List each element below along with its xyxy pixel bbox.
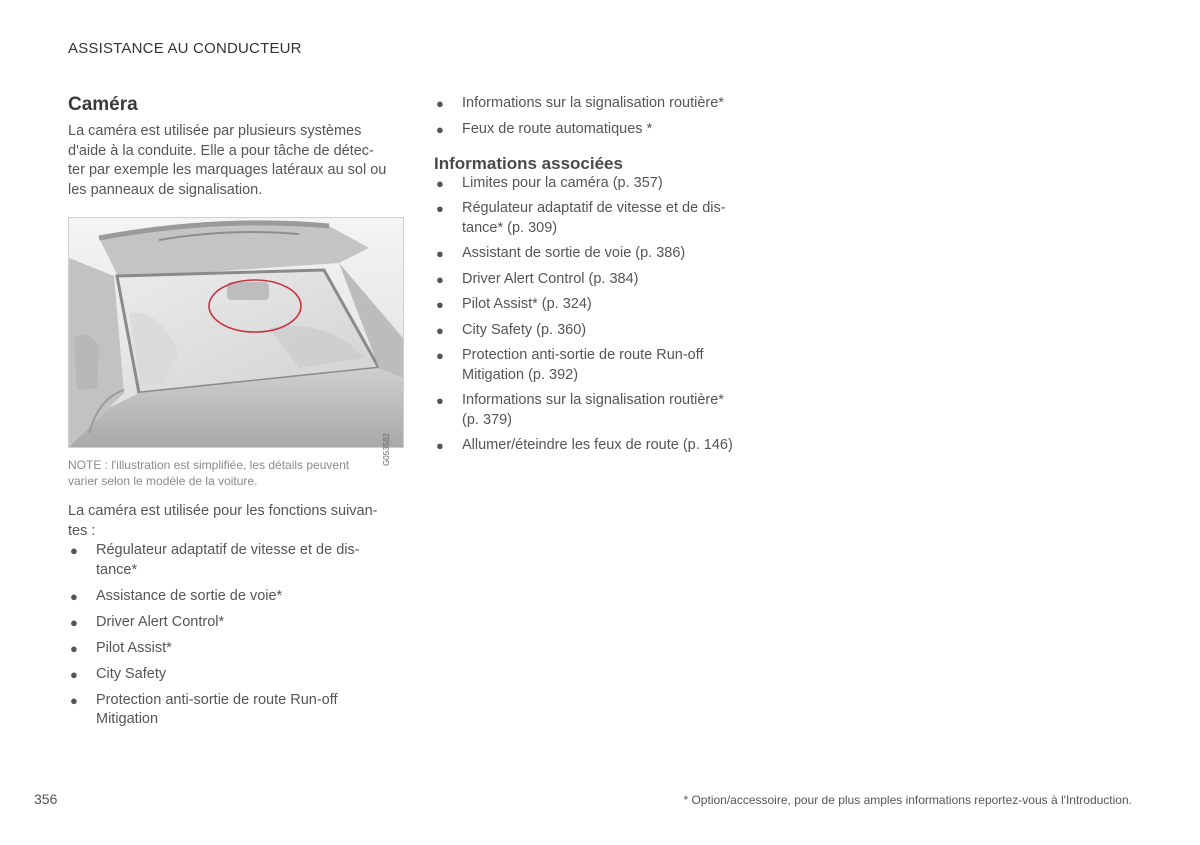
related-link[interactable]: ● Protection anti-sortie de route Run-off Mitigation (p. 392) [436,347,704,383]
related-link[interactable]: ● Allumer/éteindre les feux de route (p. 146) [434,436,764,456]
lead-line: La caméra est utilisée pour les fonctions suivan- [68,503,378,519]
list-item: ● Feux de route automatiques * [434,120,764,140]
bullet-icon: ● [436,175,444,191]
running-header: ASSISTANCE AU CONDUCTEUR [68,40,302,57]
bullet-icon: ● [436,246,444,261]
bullet-icon: ● [70,588,78,604]
bullet-icon: ● [70,666,78,682]
car-windshield-drawing [69,218,403,447]
bullet-icon: ● [70,543,78,558]
page-number: 356 [34,791,58,807]
related-info-heading: Informations associées [434,153,623,173]
bullet-icon: ● [436,122,444,137]
related-link[interactable]: ● Pilot Assist* (p. 324) [434,295,764,315]
bullet-icon: ● [436,322,444,338]
bullet-icon: ● [436,297,444,312]
note-line: NOTE : l'illustration est simplifiée, les détails peuvent [68,458,350,472]
camera-functions-list-continued [434,94,764,140]
bullet-icon: ● [436,348,444,363]
left-column [68,94,408,736]
camera-functions-list [68,541,408,730]
list-item: ● Protection anti-sortie de route Run-off Mitigation [70,691,338,727]
intro-line: d'aide à la conduite. Elle a pour tâche de détec- [68,142,374,159]
bullet-icon: ● [70,640,78,656]
intro-line: ter par exemple les marquages latéraux au sol ou [68,162,387,178]
related-link[interactable]: ● Driver Alert Control (p. 384) [434,270,764,290]
intro-line: La caméra est utilisée par plusieurs systèmes [68,123,362,139]
list-item: ● Driver Alert Control* [68,613,408,633]
bullet-icon: ● [436,393,444,408]
related-info-list [434,174,764,456]
intro-line: les panneaux de signalisation. [68,181,263,198]
lead-line: tes : [68,523,96,539]
list-item: ● Informations sur la signalisation routière* [434,94,764,114]
figure-note [68,457,408,489]
figure-code: G053582 [382,433,391,466]
related-link[interactable]: ● City Safety (p. 360) [434,321,764,341]
bullet-icon: ● [70,692,78,708]
list-item: ● City Safety [68,665,408,685]
list-item: ● Régulateur adaptatif de vitesse et de dis- tance* [70,542,360,578]
bullet-icon: ● [70,614,78,630]
bullet-icon: ● [436,96,444,111]
list-item: ● Pilot Assist* [68,639,408,659]
bullet-icon: ● [436,438,444,453]
intro-paragraph [68,122,408,200]
footnote: * Option/accessoire, pour de plus amples informations reportez-vous à l'Introduction. [683,793,1132,807]
bullet-icon: ● [436,201,444,216]
related-link[interactable]: ● Régulateur adaptatif de vitesse et de dis- tance* (p. 309) [436,200,726,236]
section-title: Caméra [68,94,138,115]
functions-lead [68,501,408,541]
note-line: varier selon le modèle de la voiture. [68,474,258,488]
list-item: ● Assistance de sortie de voie* [68,587,408,607]
related-link[interactable]: ● Informations sur la signalisation routière* (p. 379) [436,392,724,428]
related-link[interactable]: ● Assistant de sortie de voie (p. 386) [434,244,764,264]
bullet-icon: ● [436,271,444,287]
related-link[interactable]: ● Limites pour la caméra (p. 357) [434,174,764,194]
right-column [434,94,764,462]
